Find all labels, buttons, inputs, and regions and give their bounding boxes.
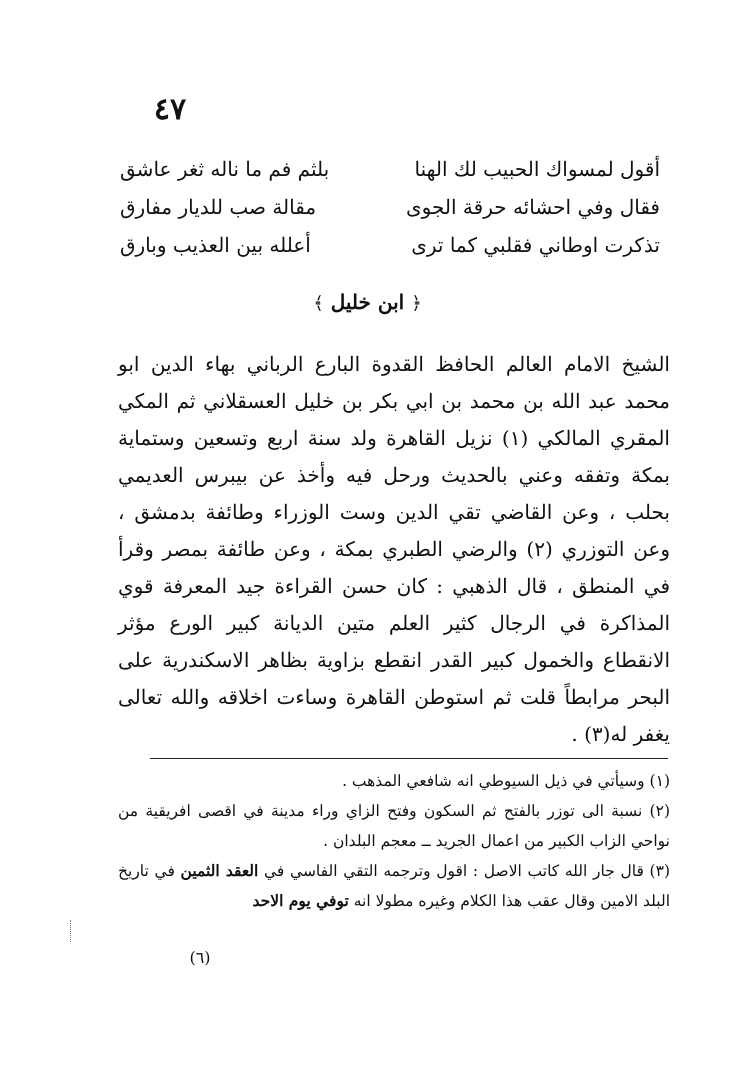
biography-paragraph: الشيخ الامام العالم الحافظ القدوة البارع الرباني بهاء الدين ابو محمد عبد الله بن محمد بن ابي بكر بن خليل العسقلاني ثم المكي المقري المالكي (١) نزيل القاهرة ولد سنة اربع وتسعين وستماية بمكة وتفقه وعني بالحديث ورحل فيه وأخذ عن بيبرس العديمي بحلب ، وعن القاضي تقي الدين وست الوزراء وطائفة بدمشق ، وعن التوزري (٢) والرضي الطبري بمكة ، وعن طائفة بمصر وقرأ في المنطق ، قال الذهبي : كان حسن القراءة جيد المعرفة قوي المذاكرة في الرجال كثير العلم متين الديانة كبير الورع مؤثر الانقطاع والخمول كبير القدر انقطع بزاوية بظاهر الاسكندرية على البحر مرابطاً قلت ثم استوطن القاهرة وساءت اخلاقه والله تعالى يغفر له(٣) . xyxy=(118,352,671,746)
heading-title: ابن خليل xyxy=(330,290,405,314)
verse-first-hemistich: تذكرت اوطاني فقلبي كما ترى xyxy=(411,233,660,257)
footnote-3-text-cont: في تاريخ البلد الامين وقال عقب هذا الكلام وغيره مطولا انه xyxy=(118,862,670,910)
section-heading xyxy=(0,290,735,314)
footnotes xyxy=(118,766,670,916)
verse xyxy=(120,226,660,264)
ornament-right: ﴿ xyxy=(411,293,422,314)
footnote-3-text: (٣) قال جار الله كاتب الاصل : اقول وترجمه التقي الفاسي في xyxy=(258,862,670,880)
ornament-left: ﴾ xyxy=(313,293,324,314)
verse-first-hemistich: أقول لمسواك الحبيب لك الهنا xyxy=(414,157,660,181)
page-number: ٤٧ xyxy=(153,92,187,127)
footnote-3 xyxy=(118,856,670,916)
verse-second-hemistich: مقالة صب للديار مفارق xyxy=(120,195,317,219)
folio-marker: (٦) xyxy=(189,948,211,967)
verse-second-hemistich: بلثم فم ما ناله ثغر عاشق xyxy=(120,157,330,181)
verse xyxy=(120,188,660,226)
margin-mark xyxy=(70,920,73,942)
footnote-3-tail: توفي يوم الاحد xyxy=(252,891,349,910)
footnote-divider xyxy=(150,758,668,759)
footnote-2: (٢) نسبة الى توزر بالفتح ثم السكون وفتح الزاي وراء مدينة في اقصى افريقية من نواحي الزاب الكبير من اعمال الجريد ــ معجم البلدان . xyxy=(118,802,670,850)
poem xyxy=(120,150,660,264)
verse-first-hemistich: فقال وفي احشائه حرقة الجوى xyxy=(406,195,660,219)
footnote-3-book-title: العقد الثمين xyxy=(180,861,259,880)
verse xyxy=(120,150,660,188)
verse-second-hemistich: أعلله بين العذيب وبارق xyxy=(120,233,311,257)
footnote-1: (١) وسيأتي في ذيل السيوطي انه شافعي المذهب . xyxy=(342,772,670,790)
